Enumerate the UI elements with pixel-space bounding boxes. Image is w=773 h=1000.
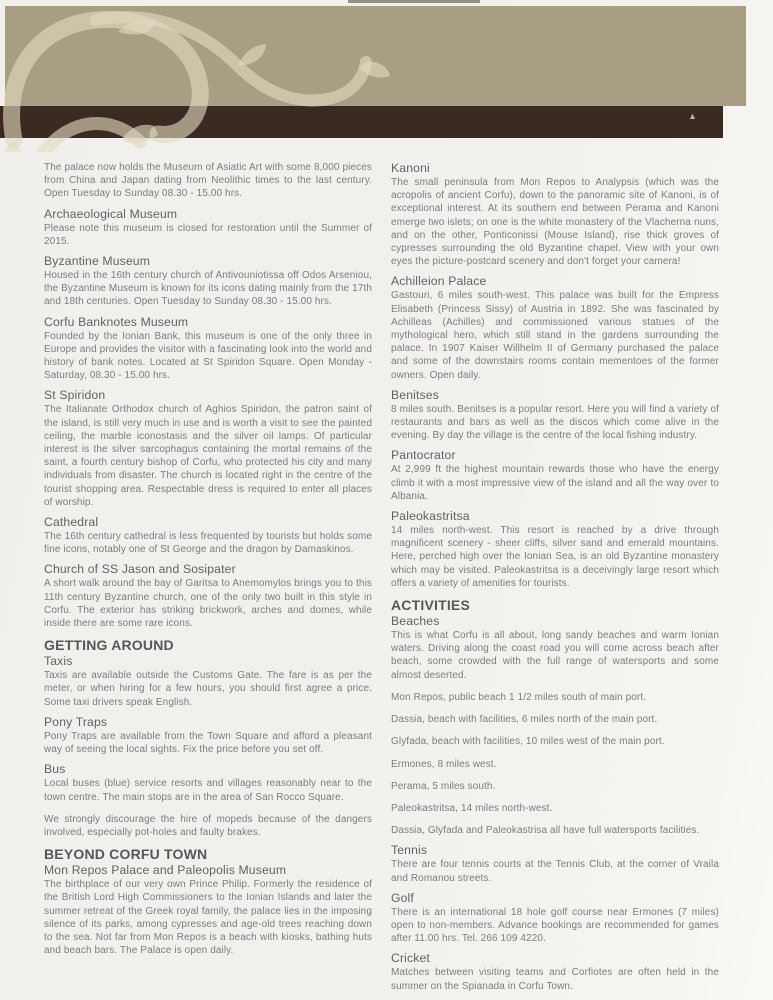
paragraph: Dassia, beach with facilities, 6 miles north of the main port. xyxy=(391,714,658,726)
section xyxy=(391,509,719,590)
paragraph: Perama, 5 miles south. xyxy=(391,780,496,792)
header-band xyxy=(5,6,746,106)
section-heading: Pony Traps xyxy=(44,714,108,729)
page-body xyxy=(44,161,718,993)
paragraph: Dassia, Glyfada and Paleokastrisa all have full watersports facilities. xyxy=(391,825,700,837)
section-heading: Cricket xyxy=(391,951,430,966)
paragraph: There are four tennis courts at the Tennis Club, at the corner of Vraila and Romanou streets. xyxy=(391,859,719,884)
paragraph: The palace now holds the Museum of Asiatic Art with some 8,000 pieces from China and Japan dating from Neolithic times to the last century. Open Tuesday to Sunday 08.30 - 15.00 hrs. xyxy=(44,162,372,200)
right-column xyxy=(391,161,719,993)
paragraph: Please note this museum is closed for restoration until the Summer of 2015. xyxy=(44,222,372,247)
section-heading: Mon Repos Palace and Paleopolis Museum xyxy=(44,863,287,878)
section-heading: Byzantine Museum xyxy=(44,254,151,269)
section xyxy=(44,388,372,509)
section xyxy=(44,715,372,756)
paragraph: Taxis are available outside the Customs Gate. The fare is as per the meter, or when hiring for a few hours, you should first agree a price. Some taxi drivers speak English. xyxy=(44,670,372,708)
paragraph: There is an international 18 hole golf course near Ermones (7 miles) open to non-members. Advance bookings are recommended for games after 11.00 hrs. Tel. 266 109 4220. xyxy=(391,906,719,945)
section xyxy=(44,637,372,653)
section xyxy=(44,254,372,309)
section xyxy=(391,388,719,443)
paragraph: Ermones, 8 miles west. xyxy=(391,758,497,770)
paragraph: At 2,999 ft the highest mountain rewards those who have the energy climb it with a most impressive view of the island and all the way over to Albania. xyxy=(391,464,719,502)
paragraph: Paleokastritsa, 14 miles north-west. xyxy=(391,802,553,814)
section-heading: Corfu Banknotes Museum xyxy=(44,314,189,329)
section xyxy=(44,762,372,839)
paragraph: Gastouri, 6 miles south-west. This palace was built for the Empress Elisabeth (Princess Sissy) of Austria in 1892. She was fascinated by Achilleas (Achilles) and commissioned various statues of the mythological hero, which still stand in the gardens surrounding the palace. In 1907 Kaiser Willhelm II of Germany purchased the palace and some of the downstairs rooms contain mementoes of the former owners. Open daily. xyxy=(391,290,719,381)
section-major-heading: ACTIVITIES xyxy=(391,597,471,614)
section-heading: Benitses xyxy=(391,387,439,402)
section-heading: Golf xyxy=(391,890,414,905)
section xyxy=(44,161,372,201)
paragraph: The Italianate Orthodox church of Aghios Spiridon, the patron saint of the island, is still very much in use and is worth a visit to see the painted ceiling, the marble iconostasis and the silver oil lamps. Of particular interest is the silver sarcophagus containing the mortal remains of the saint, a fourth century bishop of Corfu, who protected his city and many individuals from disaster. The church is located right in the centre of the tourist shopping area. Respectable dress is required to enter all places of worship. xyxy=(44,404,372,508)
paragraph: Founded by the Ionian Bank, this museum is one of the only three in Europe and provides the visitor with a fascinating look into the world and history of bank notes. Located at St Spiridon Square. Open Monday - Saturday, 08.30 - 15.00 hrs. xyxy=(44,330,372,382)
paragraph: 8 miles south. Benitses is a popular resort. Here you will find a variety of restaurants and bars as well as the discos which come alive in the evening. By day the village is the centre of the local fishing industry. xyxy=(391,403,719,442)
paragraph: This is what Corfu is all about, long sandy beaches and warm Ionian waters. Driving along the coast road you will come across beach after beach, some crowded with the full range of watersports and some almost deserted. xyxy=(391,630,719,681)
left-column xyxy=(44,161,372,993)
section-major-heading: GETTING AROUND xyxy=(44,637,174,654)
section xyxy=(44,315,372,383)
paragraph: The birthplace of our very own Prince Philip. Formerly the residence of the British Lord High Commissioners to the Ionian Islands and later the summer retreat of the Greek royal family, the palace lies in the imposing silence of its parks, among cypresses and age-old trees reaching down to the sea. Not far from Mon Repos is a beach with kiosks, bathing huts and beach bars. The Palace is open daily. xyxy=(44,879,372,957)
section xyxy=(391,951,719,992)
header-stripe xyxy=(0,106,723,138)
section-heading: Taxis xyxy=(44,654,73,669)
section-heading: Archaeological Museum xyxy=(44,206,178,221)
section-heading: St Spiridon xyxy=(44,388,106,403)
paragraph: Mon Repos, public beach 1 1/2 miles south of main port. xyxy=(391,691,647,703)
scan-edge-artifact xyxy=(348,0,480,3)
section xyxy=(391,274,719,381)
section xyxy=(44,846,372,862)
section xyxy=(44,515,372,556)
triangle-marker-icon: ▲ xyxy=(688,111,697,121)
section-heading: Pantocrator xyxy=(391,448,456,463)
section-heading: Beaches xyxy=(391,614,440,629)
section xyxy=(391,597,719,613)
section-heading: Tennis xyxy=(391,843,428,858)
section-heading: Achilleion Palace xyxy=(391,274,487,289)
paragraph: Local buses (blue) service resorts and villages reasonably near to the town centre. The main stops are in the area of San Rocco Square. xyxy=(44,778,372,803)
section xyxy=(391,448,719,503)
section xyxy=(391,891,719,946)
section-heading: Church of SS Jason and Sosipater xyxy=(44,562,236,577)
paragraph: Matches between visiting teams and Corfiotes are often held in the summer on the Spianada in Corfu Town. xyxy=(391,967,719,992)
paragraph: Pony Traps are available from the Town Square and afford a pleasant way of seeing the local sights. Fix the price before you set off. xyxy=(44,730,372,756)
section xyxy=(44,863,372,957)
section-heading: Cathedral xyxy=(44,515,99,530)
section xyxy=(391,161,719,268)
paragraph: The 16th century cathedral is less frequented by tourists but holds some fine icons, notably one of St George and the dragon by Damaskinos. xyxy=(44,531,372,556)
section xyxy=(391,614,719,837)
paragraph: Glyfada, beach with facilities, 10 miles west of the main port. xyxy=(391,736,665,748)
section xyxy=(44,654,372,709)
paragraph: A short walk around the bay of Garitsa to Anemomylos brings you to this 11th century Byzantine church, one of the only two built in this style in Corfu. The exterior has striking brickwork, arches and domes, while inside there are some rare icons. xyxy=(44,578,372,630)
section-heading: Kanoni xyxy=(391,161,430,175)
section xyxy=(44,562,372,630)
section-heading: Paleokastritsa xyxy=(391,509,470,524)
section xyxy=(44,207,372,248)
section-heading: Bus xyxy=(44,762,66,777)
section xyxy=(391,843,719,884)
paragraph: Housed in the 16th century church of Antivouniotissa off Odos Arseniou, the Byzantine Museum is known for its icons dating mainly from the 17th and 18th centuries. Open Tuesday to Sunday 08.30 - 15.00 hrs. xyxy=(44,270,372,308)
section-major-heading: BEYOND CORFU TOWN xyxy=(44,846,208,863)
paragraph: 14 miles north-west. This resort is reached by a drive through magnificent scenery - sheer cliffs, silver sand and emerald mountains. Here, perched high over the Ionian Sea, is an old Byzantine monastery which may be visited. Paleokastritsa is a deceivingly large resort which offers a variety of amenities for tourists. xyxy=(391,525,719,589)
paragraph: We strongly discourage the hire of mopeds because of the dangers involved, especially pot-holes and faulty brakes. xyxy=(44,813,372,838)
paragraph: The small peninsula from Mon Repos to Analypsis (which was the acropolis of ancient Corfu), down to the panoramic site of Kanoni, is of exceptional interest. At its southern end between Perama and Kanoni emerge two islets; on one is the white monastery of the Vlacherna nuns, and on the other, Ponticonissi (Mouse Island), rise thick groves of cypresses surrounding the old Byzantine chapel. View with your own eyes the picture-postcard scenery and don't forget your camera! xyxy=(391,177,719,268)
